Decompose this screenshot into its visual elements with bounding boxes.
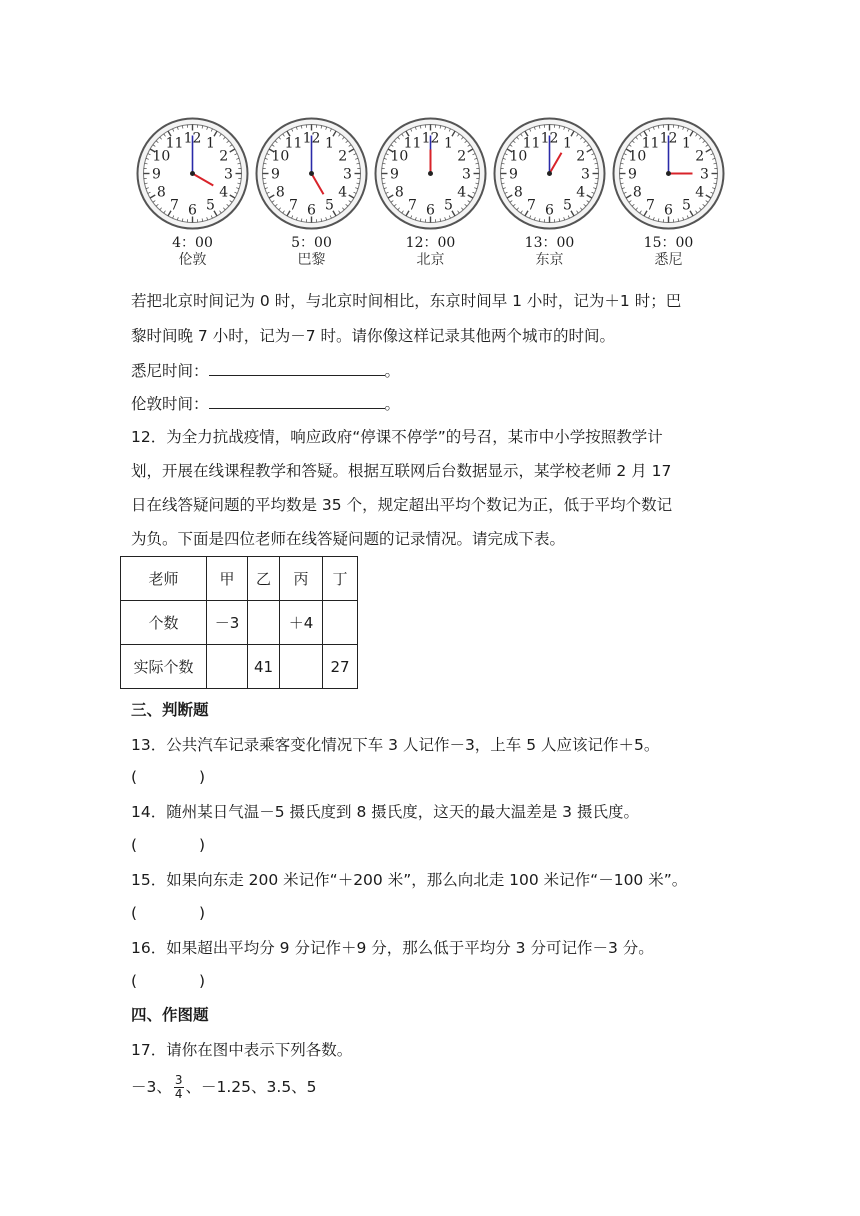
clock-numeral: 12 [421, 130, 440, 147]
clock-numeral: 1 [563, 135, 572, 152]
clock-city: 东京 [535, 252, 564, 268]
clock-numeral: 10 [271, 148, 290, 165]
table-cell-blank[interactable] [323, 601, 358, 645]
clock-face [135, 116, 250, 231]
sydney-label: 悉尼时间： [131, 362, 209, 380]
clock-numeral: 5 [563, 197, 572, 214]
clock-face [373, 116, 488, 231]
clock-numeral: 4 [576, 184, 586, 201]
clock-paris [254, 116, 369, 269]
clock-numeral: 1 [682, 135, 691, 152]
clock-numeral: 7 [289, 197, 298, 214]
clock-center-pin [666, 171, 671, 176]
number-list-a: －3、 [131, 1078, 172, 1096]
section-drawing-heading: 四、作图题 [131, 1006, 209, 1024]
clock-row [135, 116, 735, 276]
table-cell: 个数 [121, 601, 207, 645]
number-list-b: 、－1.25、3.5、5 [185, 1078, 317, 1096]
table-row-header [121, 557, 358, 601]
period: 。 [384, 395, 401, 413]
teacher-table [120, 556, 358, 689]
clock-numeral: 2 [695, 148, 705, 165]
clock-numeral: 11 [284, 135, 303, 152]
period: 。 [384, 362, 401, 380]
clock-numeral: 1 [444, 135, 453, 152]
clock-beijing [373, 116, 488, 269]
clock-numeral: 11 [522, 135, 541, 152]
q14: 14．随州某日气温－5 摄氏度到 8 摄氏度，这天的最大温差是 3 摄氏度。 [131, 803, 639, 821]
q12-line-4: 为负。下面是四位老师在线答疑问题的记录情况。请完成下表。 [131, 530, 566, 548]
clock-numeral: 10 [390, 148, 409, 165]
clock-time: 12：00 [405, 235, 456, 251]
clock-numeral: 4 [338, 184, 348, 201]
clock-city: 伦敦 [178, 252, 207, 268]
q16-answer-paren[interactable]: ( ) [131, 972, 206, 990]
q15-answer-paren[interactable]: ( ) [131, 904, 206, 922]
clock-numeral: 10 [509, 148, 528, 165]
q13-answer-paren[interactable]: ( ) [131, 768, 206, 786]
clock-numeral: 12 [183, 130, 202, 147]
clock-time: 5：00 [291, 235, 332, 251]
clock-time: 4：00 [172, 235, 213, 251]
q16: 16．如果超出平均分 9 分记作＋9 分，那么低于平均分 3 分可记作－3 分。 [131, 939, 654, 957]
clock-numeral: 4 [219, 184, 229, 201]
clock-face [492, 116, 607, 231]
clock-numeral: 9 [509, 166, 518, 183]
table-cell-blank[interactable] [207, 645, 248, 689]
clock-numeral: 6 [307, 202, 316, 219]
clock-numeral: 8 [394, 184, 404, 201]
clock-numeral: 3 [700, 166, 709, 183]
clock-numeral: 3 [581, 166, 590, 183]
clock-numeral: 1 [325, 135, 334, 152]
clock-london [135, 116, 250, 269]
table-cell-blank[interactable] [248, 601, 280, 645]
clock-numeral: 8 [513, 184, 523, 201]
clock-numeral: 7 [408, 197, 417, 214]
q12-line-3: 日在线答疑问题的平均数是 35 个，规定超出平均个数记为正，低于平均个数记 [131, 496, 673, 514]
clock-city: 北京 [416, 252, 445, 268]
q14-answer-paren[interactable]: ( ) [131, 836, 206, 854]
clock-center-pin [309, 171, 314, 176]
clock-center-pin [428, 171, 433, 176]
table-cell: 甲 [207, 557, 248, 601]
london-answer-line [131, 394, 400, 414]
london-answer-blank[interactable] [209, 394, 385, 409]
clock-numeral: 6 [664, 202, 673, 219]
table-cell: 丁 [323, 557, 358, 601]
clock-numeral: 8 [156, 184, 166, 201]
clock-tokyo [492, 116, 607, 269]
q12-line-2: 划，开展在线课程教学和答疑。根据互联网后台数据显示，某学校老师 2 月 17 [131, 462, 672, 480]
clock-numeral: 11 [165, 135, 184, 152]
table-row-count [121, 601, 358, 645]
table-cell: 乙 [248, 557, 280, 601]
clock-numeral: 3 [224, 166, 233, 183]
fraction-three-quarters [174, 1074, 184, 1101]
table-cell: 老师 [121, 557, 207, 601]
clock-numeral: 2 [457, 148, 467, 165]
clock-numeral: 3 [462, 166, 471, 183]
clock-city: 巴黎 [297, 252, 326, 268]
q17-numbers [131, 1072, 317, 1102]
q17: 17．请你在图中表示下列各数。 [131, 1041, 353, 1059]
clock-numeral: 7 [527, 197, 536, 214]
clock-center-pin [547, 171, 552, 176]
clock-numeral: 9 [628, 166, 637, 183]
clock-numeral: 10 [628, 148, 647, 165]
clock-numeral: 2 [576, 148, 586, 165]
q12-line-1: 12．为全力抗战疫情，响应政府“停课不停学”的号召，某市中小学按照教学计 [131, 428, 663, 446]
clock-numeral: 6 [426, 202, 435, 219]
clock-time: 13：00 [524, 235, 575, 251]
section-judgement-heading: 三、判断题 [131, 701, 209, 719]
intro-line-2: 黎时间晚 7 小时，记为－7 时。请你像这样记录其他两个城市的时间。 [131, 327, 616, 345]
clock-numeral: 5 [682, 197, 691, 214]
clock-time: 15：00 [643, 235, 694, 251]
clock-numeral: 4 [457, 184, 467, 201]
clock-numeral: 4 [695, 184, 705, 201]
clock-numeral: 8 [275, 184, 285, 201]
clock-sydney [611, 116, 726, 269]
clock-city: 悉尼 [654, 252, 683, 268]
clock-numeral: 5 [444, 197, 453, 214]
clock-face [611, 116, 726, 231]
intro-line-1: 若把北京时间记为 0 时，与北京时间相比，东京时间早 1 小时，记为＋1 时；巴 [131, 292, 682, 310]
clock-numeral: 9 [152, 166, 161, 183]
table-cell-blank[interactable] [280, 645, 323, 689]
table-cell: 41 [248, 645, 280, 689]
london-label: 伦敦时间： [131, 395, 209, 413]
clock-numeral: 8 [632, 184, 642, 201]
clock-numeral: 5 [206, 197, 215, 214]
table-cell: －3 [207, 601, 248, 645]
sydney-answer-line [131, 361, 400, 381]
clock-numeral: 1 [206, 135, 215, 152]
clock-numeral: 7 [170, 197, 179, 214]
clock-numeral: 12 [659, 130, 678, 147]
table-cell: 27 [323, 645, 358, 689]
clock-numeral: 7 [646, 197, 655, 214]
clock-numeral: 11 [403, 135, 422, 152]
clock-numeral: 2 [338, 148, 348, 165]
q15: 15．如果向东走 200 米记作“＋200 米”，那么向北走 100 米记作“－100 米”。 [131, 871, 688, 889]
fraction-denominator: 4 [174, 1087, 183, 1101]
table-cell: 实际个数 [121, 645, 207, 689]
clock-numeral: 11 [641, 135, 660, 152]
sydney-answer-blank[interactable] [209, 361, 385, 376]
table-cell: 丙 [280, 557, 323, 601]
clock-numeral: 6 [545, 202, 554, 219]
clock-face [254, 116, 369, 231]
table-row-actual [121, 645, 358, 689]
clock-numeral: 5 [325, 197, 334, 214]
clock-numeral: 10 [152, 148, 171, 165]
clock-numeral: 12 [302, 130, 321, 147]
q13: 13．公共汽车记录乘客变化情况下车 3 人记作－3，上车 5 人应该记作＋5。 [131, 736, 660, 754]
clock-center-pin [190, 171, 195, 176]
clock-numeral: 3 [343, 166, 352, 183]
clock-numeral: 6 [188, 202, 197, 219]
clock-numeral: 2 [219, 148, 229, 165]
clock-numeral: 9 [390, 166, 399, 183]
clock-numeral: 12 [540, 130, 559, 147]
table-cell: ＋4 [280, 601, 323, 645]
clock-numeral: 9 [271, 166, 280, 183]
fraction-numerator: 3 [174, 1073, 183, 1087]
